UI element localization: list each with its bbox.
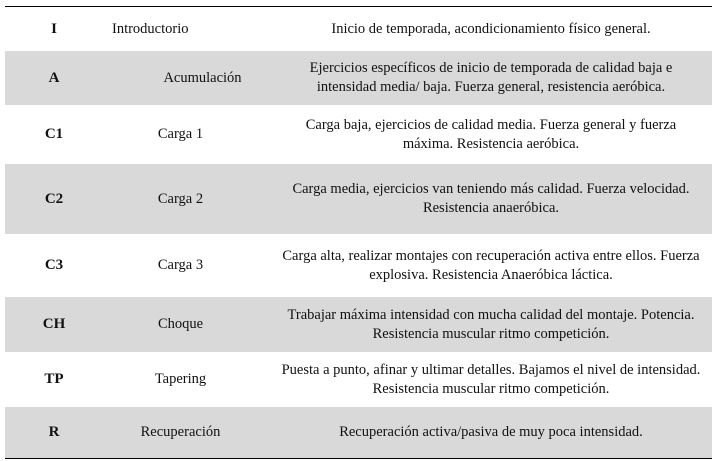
table-row xyxy=(5,51,712,105)
phase-name: Carga 2 xyxy=(157,190,204,207)
phase-description: Trabajar máxima intensidad con mucha calidad del montaje. Potencia. Resistencia muscular ritmo competición. xyxy=(287,306,695,342)
phase-name: Carga 3 xyxy=(157,257,204,273)
table-row xyxy=(5,7,712,51)
phase-code: CH xyxy=(42,316,66,332)
phase-description: Puesta a punto, afinar y ultimar detalles. Bajamos el nivel de intensidad. Resistencia muscular ritmo competición. xyxy=(281,361,701,397)
table-row xyxy=(5,164,712,234)
phase-name: Carga 1 xyxy=(157,126,204,142)
phase-name: Introductorio xyxy=(112,20,189,37)
phase-code: I xyxy=(51,20,57,37)
phase-description: Carga baja, ejercicios de calidad media. Fuerza general y fuerza máxima. Resistencia aeróbica. xyxy=(305,116,677,152)
table-row xyxy=(5,234,712,297)
table-row xyxy=(5,297,712,352)
phase-description: Inicio de temporada, acondicionamiento físico general. xyxy=(331,20,651,37)
phase-code: C2 xyxy=(44,190,64,207)
phases-table xyxy=(5,6,712,458)
table-bottom-rule xyxy=(5,458,712,459)
phase-code: C3 xyxy=(44,257,64,273)
table-row xyxy=(5,407,712,458)
phase-description: Carga media, ejercicios van teniendo más calidad. Fuerza velocidad. Resistencia anaeróbica. xyxy=(292,181,690,216)
phase-description: Carga alta, realizar montajes con recuperación activa entre ellos. Fuerza explosiva. Resistencia Anaeróbica láctica. xyxy=(282,247,700,283)
phase-code: C1 xyxy=(44,126,64,142)
table-row xyxy=(5,352,712,407)
phase-code: TP xyxy=(44,371,64,387)
phase-code: R xyxy=(48,424,60,440)
phase-name: Tapering xyxy=(154,371,207,387)
table-row xyxy=(5,105,712,164)
phase-code: A xyxy=(48,69,60,86)
phase-description: Recuperación activa/pasiva de muy poca intensidad. xyxy=(339,424,643,440)
phase-name: Acumulación xyxy=(163,69,242,86)
phase-name: Choque xyxy=(157,316,204,332)
phase-name: Recuperación xyxy=(140,424,221,440)
phase-description: Ejercicios específicos de inicio de temporada de calidad baja e intensidad media/ baja. Fuerza general, resistencia aeróbica. xyxy=(309,60,673,95)
